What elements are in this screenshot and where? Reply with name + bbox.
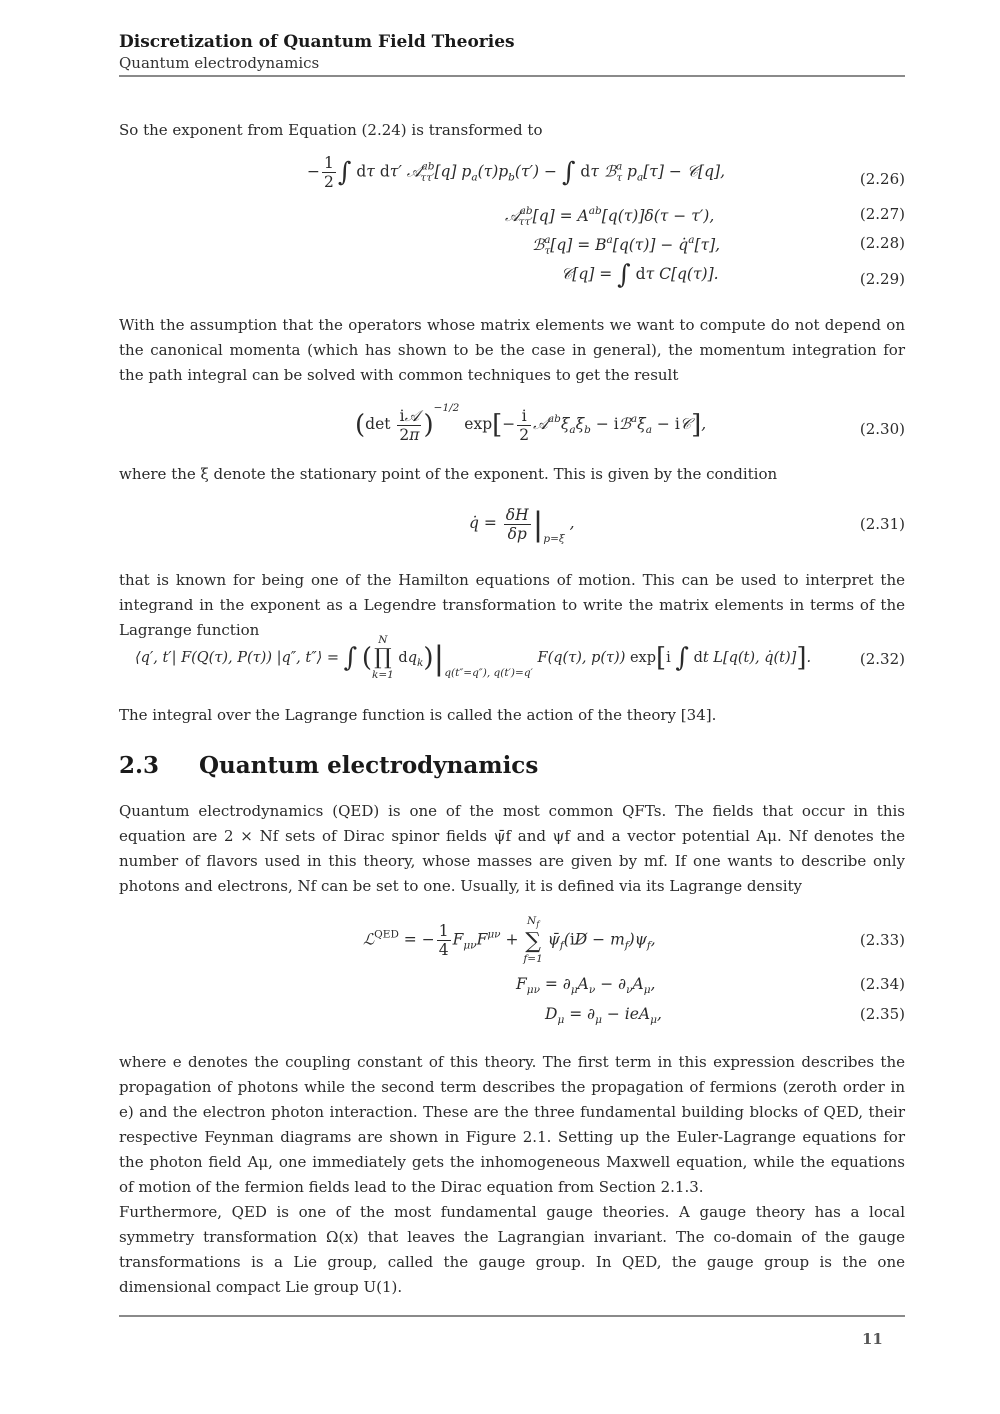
equation-2-30-expression: (det $\frac{\text{i𝒜}}{2\pi}$ )$^{-1/2}$ exp[− $\frac{i}{2}$ $𝒜^{ab}\xi_a\xi_b$ − $iℬ^a\xi_a$ − i𝒞], xyxy=(355,402,707,444)
section-heading xyxy=(119,752,538,779)
equation-number-2-29: (2.29) xyxy=(859,270,905,288)
header-rule xyxy=(119,75,905,77)
page-number: 11 xyxy=(862,1330,883,1348)
equation-number-2-28: (2.28) xyxy=(859,234,905,252)
equation-2-35-expression: $D_\mu = \partial_\mu - ieA_\mu$, xyxy=(545,1005,662,1026)
equation-2-28-expression: ℬ$^a_\tau$[q] = $B^a[q(\tau)]$ − q̇$^a$[τ], xyxy=(532,234,721,257)
equation-number-2-32: (2.32) xyxy=(859,650,905,668)
equation-2-29-expression: 𝒞[q] = ∫ dτ C[q(τ)]. xyxy=(561,260,719,290)
equation-2-32 xyxy=(119,634,905,681)
equation-number-2-27: (2.27) xyxy=(859,205,905,223)
equation-2-33-expression: ℒ$^{QED}$ = − $\frac{1}{4}$ $F_{\mu\nu}F^{\mu\nu}$ + $N_f$ ∑ f=1 $\psī_f(iD̸ - m_f)\psi_f$, xyxy=(363,915,656,966)
paragraph-gauge: Furthermore, QED is one of the most fundamental gauge theories. A gauge theory has a local symmetry transformation Ω(x) that leaves the Lagrangian invariant. The co-domain of the gauge transformations is a Lie group, called the gauge group. In QED, the gauge group is the one dimensional compact Lie group U(1). xyxy=(119,1203,905,1296)
paragraph-hamilton: that is known for being one of the Hamilton equations of motion. This can be used to interpret the integrand in the exponent as a Legendre transformation to write the matrix elements in terms of the Lagrange function xyxy=(119,571,905,639)
equation-number-2-30: (2.30) xyxy=(859,420,905,438)
equation-2-29 xyxy=(119,260,905,296)
equation-number-2-34: (2.34) xyxy=(859,975,905,993)
paragraph-coupling: where e denotes the coupling constant of this theory. The first term in this expression describes the propagation of photons while the second term describes the propagation of fermions (zeroth order in e) and the electron photon interaction. These are the three fundamental building blocks of QED, their respective Feynman diagrams are shown in Figure 2.1. Setting up the Euler-Lagrange equations for the photon field Aμ, one immediately gets the inhomogeneous Maxwell equation, while the equations of motion of the fermion fields lead to the Dirac equation from Section 2.1.3. xyxy=(119,1053,905,1196)
equation-2-27-expression: 𝒜$^{ab}_{\tau\tau'}$[q] = $A^{ab}[q(\tau)]\delta(\tau - \tau')$, xyxy=(505,205,715,228)
equation-2-26 xyxy=(119,154,905,191)
paragraph-momenta: With the assumption that the operators whose matrix elements we want to compute do not depend on the canonical momenta (which has shown to be the case in general), the momentum integration for the path integral can be solved with common techniques to get the result xyxy=(119,316,905,384)
equation-2-30 xyxy=(119,402,905,444)
equation-2-34-expression: $F_{\mu\nu} = \partial_\mu A_\nu - \partial_\nu A_\mu$, xyxy=(516,975,656,996)
equation-2-32-expression: ⟨q′, t′| F(Q(τ), P(τ)) |q″, t″⟩ = ∫ ( N ∏ k=1 $dq_k)|_{q(t''=q''), q(t')=q'}$ F(q(τ), p(τ)) exp[i ∫ dt L[q(t), q̇(t)]]. xyxy=(135,634,812,681)
equation-number-2-26: (2.26) xyxy=(859,170,905,188)
header-title: Discretization of Quantum Field Theories xyxy=(119,32,515,52)
header-subtitle: Quantum electrodynamics xyxy=(119,54,320,72)
section-number: 2.3 xyxy=(119,752,160,779)
equation-2-34 xyxy=(119,975,905,1005)
paragraph-intro: So the exponent from Equation (2.24) is transformed to xyxy=(119,121,543,139)
equation-2-35 xyxy=(119,1005,905,1035)
equation-2-27 xyxy=(119,205,905,235)
equation-2-31-expression: q̇ = $\frac{\delta H}{\delta p}$ $|_{p=\xi}$ , xyxy=(469,505,575,545)
equation-number-2-35: (2.35) xyxy=(859,1005,905,1023)
footer-rule xyxy=(119,1315,905,1317)
equation-number-2-31: (2.31) xyxy=(859,515,905,533)
equation-2-31 xyxy=(119,505,905,545)
paragraph-qed: Quantum electrodynamics (QED) is one of the most common QFTs. The fields that occur in this equation are 2 × Nf sets of Dirac spinor fields ψ̄f and ψf and a vector potential Aμ. Nf denotes the number of flavors used in this theory, whose masses are given by mf. If one wants to describe only photons and electrons, Nf can be set to one. Usually, it is defined via its Lagrange density xyxy=(119,802,905,895)
equation-2-33 xyxy=(119,915,905,966)
paragraph-action: The integral over the Lagrange function is called the action of the theory [34]. xyxy=(119,706,717,724)
section-title: Quantum electrodynamics xyxy=(199,752,539,779)
equation-2-28 xyxy=(119,234,905,264)
equation-2-26-expression: − $\frac{1}{2}$ ∫ dτ dτ′ 𝒜$^{ab}_{\tau\tau'}$[q] $p_a(\tau)p_b(\tau')$ − ∫ dτ ℬ$^a_\tau$ $p_a[\tau]$ − 𝒞[q], xyxy=(307,154,726,191)
paragraph-xi: where the ξ denote the stationary point of the exponent. This is given by the condition xyxy=(119,465,778,483)
equation-number-2-33: (2.33) xyxy=(859,931,905,949)
